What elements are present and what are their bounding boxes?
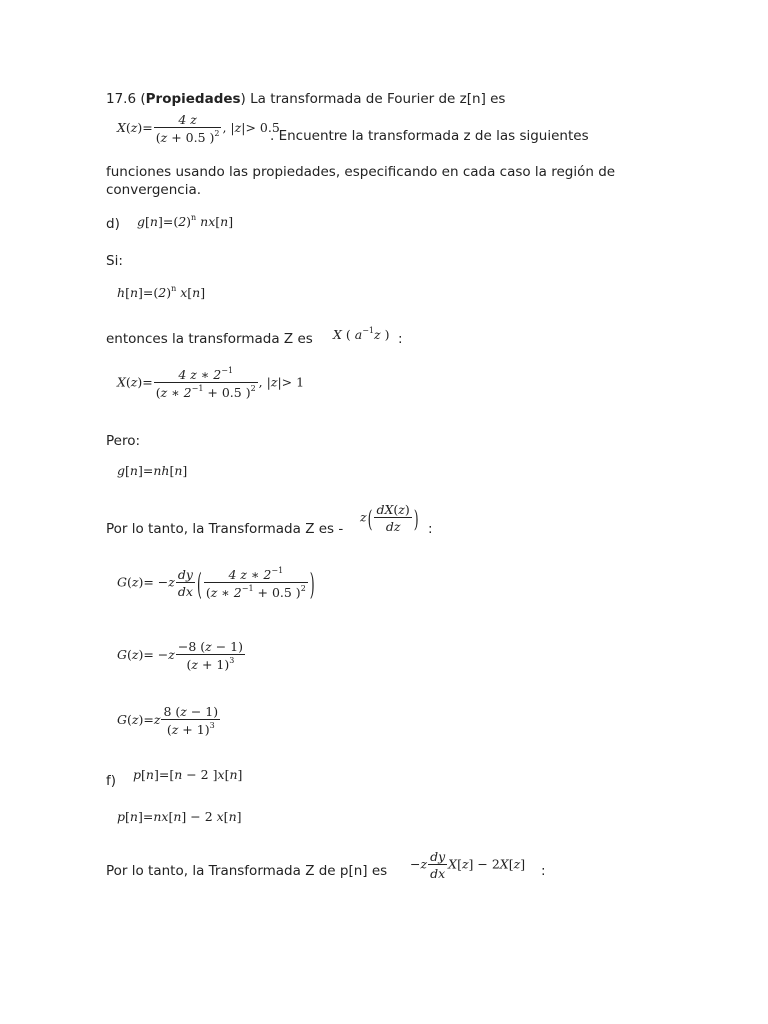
paren-open: ( — [140, 91, 146, 107]
formula-pn-2: p[n]=nx[n] − 2 x[n] — [117, 809, 242, 824]
formula-hn: $h[n]=(2)^n$ x[n] — [117, 284, 206, 300]
formula-xz-scaled: X(z)= $\frac{4 z ∗ 2^{-1}}{(z ∗ 2^{-1} + 0.5 )^2}$ , |z|> 1 — [117, 366, 305, 400]
formula-xz: X(z)= $\frac{4 z}{(z + 0.5 )^2}$ , |z|> 0.5 — [117, 112, 280, 145]
problem-intro: ) La transformada de Fourier de z[n] es — [240, 91, 506, 107]
colon-1: : — [398, 331, 403, 347]
formula-derivative: z( $\frac{dX(z)}{dz}$ ) — [360, 502, 419, 534]
part-d-label: d) — [106, 216, 120, 232]
part-d-si: Si: — [106, 253, 123, 269]
part-f-por-lo-tanto: Por lo tanto, la Transformada Z de p[n] es — [106, 863, 388, 879]
part-d-entonces: entonces la transformada Z es — [106, 331, 313, 347]
formula-gz-1: G(z)= −z $\frac{dy}{dx}$ ( $\frac{4 z ∗ 2^{-1}}{(z ∗ 2^{-1} + 0.5 )^2}$ ) — [117, 565, 315, 601]
formula-scaling: X ( $a^{-1}z$ ) — [333, 326, 390, 342]
colon-2: : — [428, 521, 433, 537]
colon-3: : — [541, 863, 546, 879]
formula-pz: −z $\frac{dy}{dx}$ X[z] − 2X[z] — [410, 849, 526, 881]
formula-gn: $g[n]=(2)^n$ nx[n] — [137, 213, 234, 229]
problem-after-formula: . Encuentre la transformada z de las siguientes — [270, 128, 589, 144]
formula-g-nh: g[n]=nh[n] — [117, 463, 188, 478]
problem-continuation: funciones usando las propiedades, especificando en cada caso la región de convergencia. — [106, 164, 616, 198]
part-d-por-lo-tanto: Por lo tanto, la Transformada Z es - — [106, 521, 344, 537]
part-d-pero: Pero: — [106, 433, 141, 449]
problem-header — [106, 91, 505, 107]
problem-number: 17.6 — [106, 91, 137, 107]
formula-pn-1: p[n]=[n − 2 ]x[n] — [133, 767, 243, 782]
formula-gz-3: G(z)=z $\frac{8 (z - 1)}{(z + 1)^3}$ — [117, 704, 219, 737]
part-f-label: f) — [106, 773, 117, 789]
problem-title: Propiedades — [145, 91, 241, 107]
formula-gz-2: G(z)= −z $\frac{-8 (z - 1)}{(z + 1)^3}$ — [117, 639, 244, 672]
